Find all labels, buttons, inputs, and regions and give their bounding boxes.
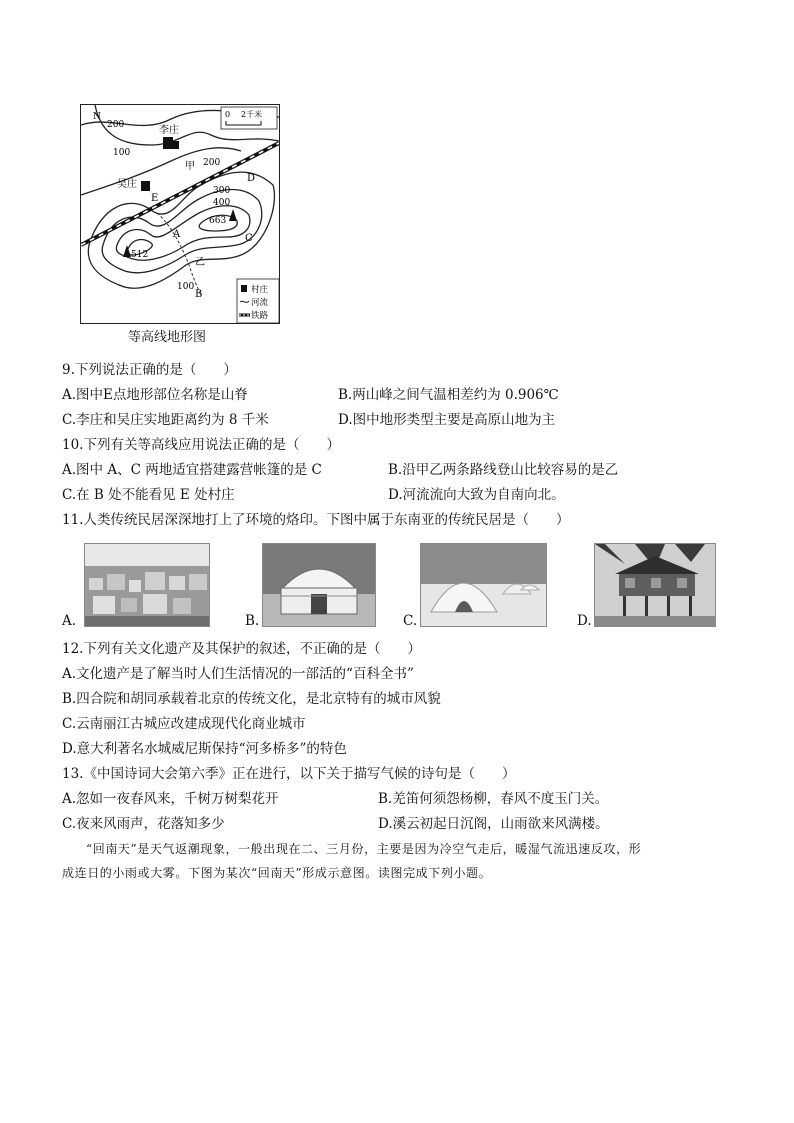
village-icon bbox=[173, 141, 179, 149]
question-10-option-d: D.河流流向大致为自南向北。 bbox=[388, 487, 565, 503]
question-13-option-c: C.夜来风雨声，花落知多少 bbox=[62, 816, 225, 832]
passage-line-2: 成连日的小雨或大雾。下图为某次“回南天”形成示意图。读图完成下列小题。 bbox=[62, 866, 492, 880]
point-label-c: C bbox=[245, 233, 253, 244]
point-label-d: D bbox=[247, 173, 256, 184]
village-label-wuzhuang: 吴庄 bbox=[117, 179, 137, 190]
legend-railway-label: 铁路 bbox=[251, 311, 269, 321]
question-13-stem: 13.《中国诗词大会第六季》正在进行，以下关于描写气候的诗句是（ ） bbox=[62, 766, 516, 782]
photo-stilt-house bbox=[594, 543, 716, 627]
question-12-option-b: B.四合院和胡同承载着北京的传统文化，是北京特有的城市风貌 bbox=[62, 691, 441, 707]
question-10-option-b: B.沿甲乙两条路线登山比较容易的是乙 bbox=[388, 462, 619, 478]
scale-bar bbox=[221, 107, 277, 129]
village-label-lizhuang: 李庄 bbox=[159, 125, 179, 136]
question-10-option-a: A.图中 A、C 两地适宜搭建露营帐篷的是 C bbox=[62, 462, 322, 478]
question-11-stem: 11.人类传统民居深深地打上了环境的烙印。下图中属于东南亚的传统民居是（ ） bbox=[62, 512, 570, 528]
scale-zero-label: 0 bbox=[225, 110, 231, 119]
peak-icon bbox=[229, 209, 237, 221]
legend-river-label: 河流 bbox=[251, 298, 269, 308]
contour-label: 200 bbox=[107, 120, 125, 130]
question-13-option-b: B.羌笛何须怨杨柳，春风不度玉门关。 bbox=[378, 791, 609, 807]
contour-lines bbox=[81, 105, 279, 288]
question-9-option-b: B.两山峰之间气温相差约为 0.906℃ bbox=[338, 387, 559, 403]
question-9-option-c: C.李庄和吴庄实地距离约为 8 千米 bbox=[62, 412, 269, 428]
question-11-option-c: C. bbox=[403, 613, 418, 629]
photo-hillside-town bbox=[84, 543, 210, 627]
topographic-map bbox=[80, 104, 280, 324]
question-13-option-a: A.忽如一夜春风来，千树万树梨花开 bbox=[62, 791, 279, 807]
village-icon bbox=[141, 181, 150, 191]
peak-elevation-label: 512 bbox=[131, 250, 149, 260]
question-12-option-d: D.意大利著名水城威尼斯保持“河多桥多”的特色 bbox=[62, 741, 347, 757]
legend-village-label: 村庄 bbox=[251, 285, 269, 295]
point-label-e: E bbox=[151, 193, 159, 204]
peak-elevation-label: 663 bbox=[209, 216, 227, 226]
map-legend bbox=[237, 279, 279, 323]
question-12-option-a: A.文化遗产是了解当时人们生活情况的一部活的“百科全书” bbox=[62, 666, 414, 682]
topographic-map-figure bbox=[80, 104, 280, 344]
question-12-stem: 12.下列有关文化遗产及其保护的叙述，不正确的是（ ） bbox=[62, 641, 421, 657]
scale-distance-label: 2千米 bbox=[241, 110, 263, 119]
contour-label: 100 bbox=[177, 282, 195, 292]
question-9-option-a: A.图中E点地形部位名称是山脊 bbox=[62, 387, 248, 403]
point-label-yi: 乙 bbox=[195, 257, 205, 268]
question-10-stem: 10.下列有关等高线应用说法正确的是（ ） bbox=[62, 437, 340, 453]
contour-label: 400 bbox=[213, 198, 231, 208]
legend-village-icon bbox=[241, 285, 247, 292]
question-10-option-c: C.在 B 处不能看见 E 处村庄 bbox=[62, 487, 235, 503]
village-icon bbox=[163, 137, 173, 149]
photo-igloo bbox=[420, 543, 547, 627]
photo-yurt bbox=[262, 543, 376, 627]
point-label-b: B bbox=[195, 289, 203, 300]
question-9-stem: 9.下列说法正确的是（ ） bbox=[62, 362, 237, 378]
question-11-option-a: A. bbox=[62, 613, 77, 629]
contour-map-svg bbox=[81, 105, 279, 323]
question-11-option-d: D. bbox=[577, 613, 592, 629]
contour-label: 100 bbox=[113, 148, 131, 158]
question-9-option-d: D.图中地形类型主要是高原山地为主 bbox=[338, 412, 556, 428]
contour-label: 200 bbox=[203, 158, 221, 168]
point-label-a: A bbox=[173, 229, 181, 240]
map-caption: 等高线地形图 bbox=[128, 330, 207, 345]
question-11-option-b: B. bbox=[245, 613, 260, 629]
north-label: N bbox=[93, 112, 101, 122]
passage-line-1: “回南天”是天气返潮现象，一般出现在二、三月份，主要是因为冷空气走后，暖湿气流迅速反攻，形 bbox=[86, 842, 642, 856]
point-label-jia: 甲 bbox=[185, 161, 195, 172]
contour-label: 300 bbox=[213, 186, 231, 196]
question-12-option-c: C.云南丽江古城应改建成现代化商业城市 bbox=[62, 716, 306, 732]
question-13-option-d: D.溪云初起日沉阁，山雨欲来风满楼。 bbox=[378, 816, 609, 832]
